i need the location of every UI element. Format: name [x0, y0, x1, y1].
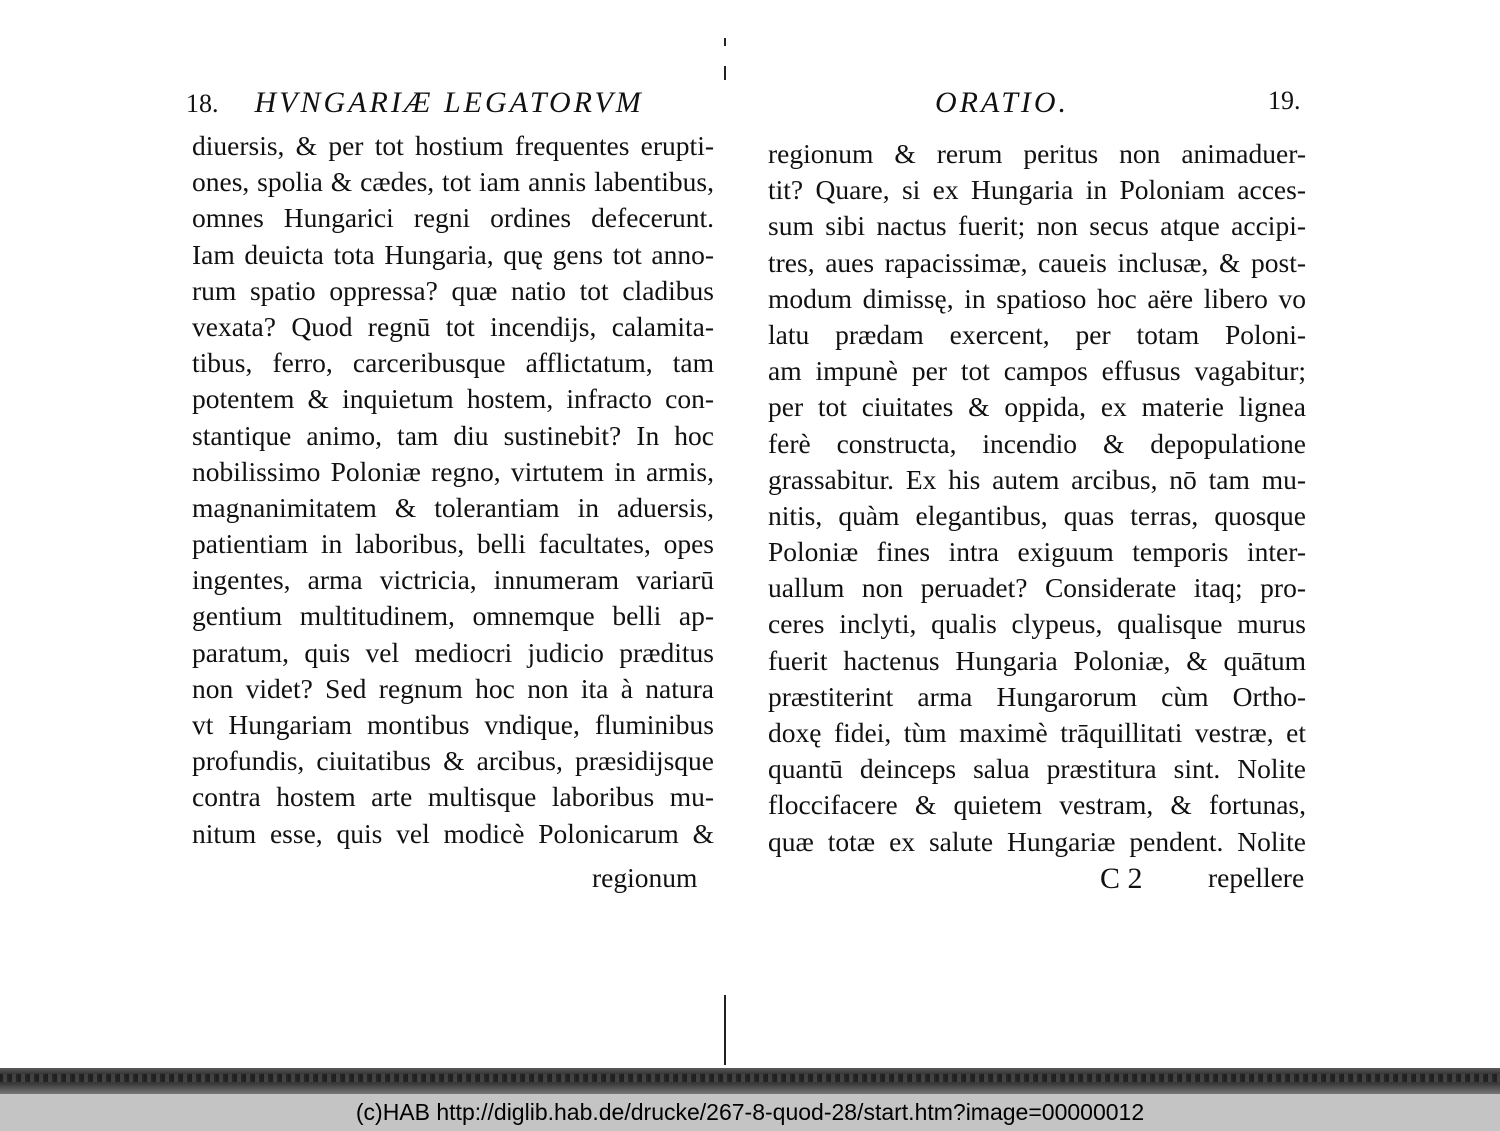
right-text-block [768, 136, 1306, 860]
text-line: rum spatio oppressa? quæ natio tot cladibus [192, 274, 714, 306]
text-line: nobilissimo Poloniæ regno, virtutem in armis, [192, 455, 714, 487]
text-line: ferè constructa, incendio & depopulatione [768, 427, 1306, 459]
left-catchword: regionum [592, 862, 698, 893]
text-line: ceres inclyti, qualis clypeus, qualisque murus [768, 608, 1306, 640]
signature-mark: C 2 [1100, 862, 1143, 895]
text-line: vexata? Quod regnū tot incendijs, calamita- [192, 310, 714, 342]
text-line: stantique animo, tam diu sustinebit? In hoc [192, 419, 714, 451]
text-line: ingentes, arma victricia, innumeram variarū [192, 564, 714, 596]
text-line: Poloniæ fines intra exiguum temporis inter- [768, 536, 1306, 568]
footer-bar [0, 1094, 1500, 1131]
text-line: potentem & inquietum hostem, infracto con- [192, 383, 714, 415]
text-line: tres, aues rapacissimæ, caueis inclusæ, & post- [768, 246, 1306, 278]
text-line: non videt? Sed regnum hoc non ita à natura [192, 672, 714, 704]
right-catchword: repellere [1208, 862, 1305, 893]
text-line: vt Hungariam montibus vndique, fluminibus [192, 709, 714, 740]
gutter-mark [724, 995, 726, 1065]
left-running-head [186, 86, 644, 126]
text-line: nitum esse, quis vel modicè Polonicarum & [192, 817, 714, 849]
gutter-mark [724, 38, 726, 46]
text-line: tit? Quare, si ex Hungaria in Poloniam acces- [768, 174, 1306, 206]
text-line: Iam deuicta tota Hungaria, quę gens tot anno- [192, 238, 714, 270]
text-line: fuerit hactenus Hungaria Poloniæ, & quātum [768, 644, 1306, 676]
left-running-title: HVNGARIÆ LEGATORVM [254, 86, 644, 119]
text-line: omnes Hungarici regni ordines defecerunt. [192, 202, 714, 234]
text-line: uallum non peruadet? Considerate itaq; pro- [768, 572, 1306, 604]
scan-edge [0, 1068, 1500, 1094]
text-line: gentium multitudinem, omnemque belli ap- [192, 600, 714, 632]
text-line: profundis, ciuitatibus & arcibus, præsidijsque [192, 745, 714, 777]
text-line: latu prædam exercent, per totam Poloni- [768, 318, 1306, 350]
right-running-title: ORATIO. [935, 86, 1070, 119]
text-line: tibus, ferro, carceribusque afflictatum, tam [192, 347, 714, 379]
left-page-number: 18. [186, 89, 219, 118]
text-line: contra hostem arte multisque laboribus mu- [192, 781, 714, 813]
text-line: quæ totæ ex salute Hungariæ pendent. Nolite [768, 825, 1306, 857]
text-line: sum sibi nactus fuerit; non secus atque accipi- [768, 210, 1306, 242]
text-line: regionum & rerum peritus non animaduer- [768, 138, 1306, 169]
text-line: magnanimitatem & tolerantiam in aduersis, [192, 491, 714, 523]
text-line: per tot ciuitates & oppida, ex materie lignea [768, 391, 1306, 423]
text-line: grassabitur. Ex his autem arcibus, nō tam mu- [768, 463, 1306, 495]
footer-credit: (c)HAB http://diglib.hab.de/drucke/267-8-quod-28/start.htm?image=00000012 [355, 1099, 1145, 1125]
left-text-block [192, 128, 714, 852]
text-line: ones, spolia & cædes, tot iam annis labentibus, [192, 166, 714, 198]
text-line: præstiterint arma Hungarorum cùm Ortho- [768, 680, 1306, 712]
right-page-number: 19. [1268, 86, 1301, 115]
left-page [0, 0, 740, 1070]
text-line: floccifacere & quietem vestram, & fortunas, [768, 789, 1306, 821]
text-line: diuersis, & per tot hostium frequentes erupti- [192, 130, 714, 161]
text-line: quantū deinceps salua præstitura sint. Nolite [768, 753, 1306, 785]
text-line: paratum, quis vel mediocri judicio præditus [192, 636, 714, 668]
text-line: patientiam in laboribus, belli facultates, opes [192, 528, 714, 560]
text-line: nitis, quàm elegantibus, quas terras, quosque [768, 499, 1306, 531]
text-line: doxę fidei, tùm maximè trāquillitati vestræ, et [768, 717, 1306, 748]
text-line: modum dimissę, in spatioso hoc aëre libero vo [768, 282, 1306, 314]
text-line: am impunè per tot campos effusus vagabitur; [768, 355, 1306, 387]
gutter-mark [724, 66, 726, 80]
